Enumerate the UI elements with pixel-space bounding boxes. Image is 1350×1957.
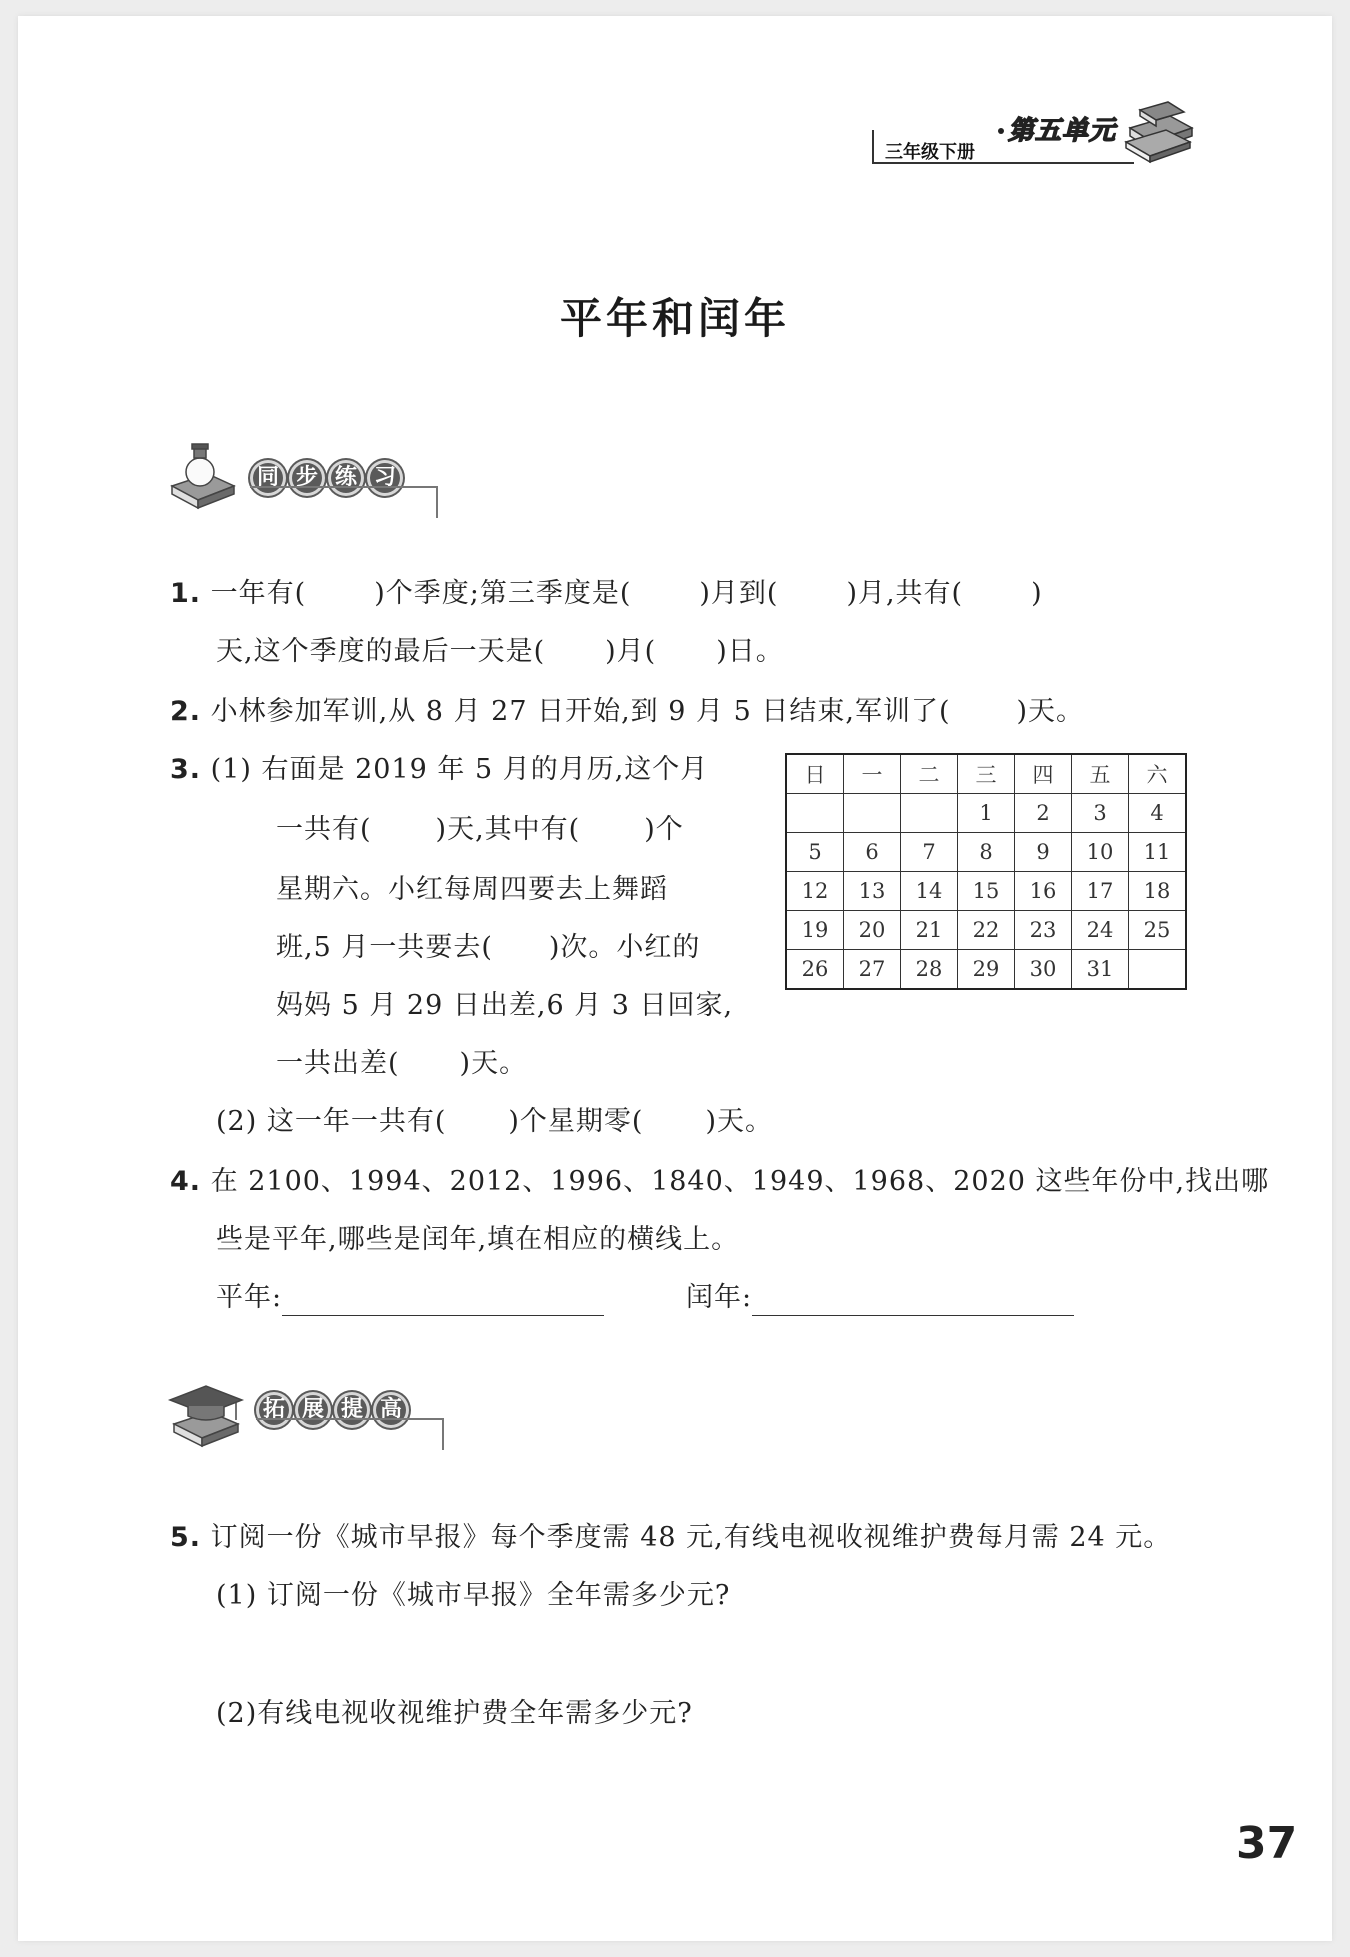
leap-year-label: 闰年:	[686, 1282, 753, 1313]
calendar-day-cell: 30	[1015, 950, 1072, 990]
badge-char: 练	[328, 460, 364, 496]
weekday-header: 三	[958, 754, 1015, 794]
common-year-answer-line[interactable]	[282, 1285, 604, 1316]
calendar-day-cell: 27	[844, 950, 901, 990]
q3-text-10: )天。	[459, 1048, 528, 1079]
question-3-line-2	[276, 812, 684, 848]
calendar-day-cell: 4	[1129, 794, 1187, 833]
calendar-day-cell	[844, 794, 901, 833]
calendar-day-cell	[786, 794, 844, 833]
badge-frame	[256, 1418, 444, 1450]
badge-char: 步	[289, 460, 325, 496]
leap-year-answer-line[interactable]	[752, 1285, 1074, 1316]
books-icon	[1120, 98, 1200, 168]
lamp-books-icon	[168, 442, 238, 514]
q3-text-12: )个星期零(	[508, 1106, 644, 1137]
question-3-line-1	[170, 752, 708, 788]
calendar-day-cell: 19	[786, 911, 844, 950]
calendar-header-row	[786, 754, 1186, 794]
calendar-day-cell: 16	[1015, 872, 1072, 911]
unit-title: 第五单元	[1008, 116, 1117, 146]
question-number: 1.	[170, 578, 202, 609]
calendar-week-row	[786, 794, 1186, 833]
grade-label: 三年级下册	[885, 142, 975, 163]
weekday-header: 二	[901, 754, 958, 794]
q3-text-5: 星期六。小红每周四要去上舞蹈	[276, 874, 668, 905]
badge-char: 拓	[256, 1392, 292, 1428]
calendar-day-cell: 17	[1072, 872, 1129, 911]
calendar-day-cell: 22	[958, 911, 1015, 950]
q3-text-2: 一共有(	[276, 814, 372, 845]
q3-text-8: 妈妈 5 月 29 日出差,6 月 3 日回家,	[276, 990, 734, 1021]
q1-text-4: )月,共有(	[846, 578, 964, 609]
q5-text-3: (2)有线电视收视维护费全年需多少元?	[216, 1698, 693, 1729]
q2-text-2: )天。	[1016, 696, 1085, 727]
weekday-header: 五	[1072, 754, 1129, 794]
question-4-line-1	[170, 1164, 1269, 1200]
calendar-day-cell: 14	[901, 872, 958, 911]
question-number: 4.	[170, 1166, 202, 1197]
q1-text-8: )日。	[716, 636, 784, 667]
badge-char: 同	[250, 460, 286, 496]
q4-text-2: 些是平年,哪些是闰年,填在相应的横线上。	[216, 1224, 740, 1255]
q3-text-9: 一共出差(	[276, 1048, 400, 1079]
q3-text-1: 右面是 2019 年 5 月的月历,这个月	[261, 754, 709, 785]
calendar-week-row	[786, 950, 1186, 990]
q1-text-6: 天,这个季度的最后一天是(	[216, 636, 546, 667]
calendar-week-row	[786, 911, 1186, 950]
question-3-line-6	[276, 1046, 527, 1082]
weekday-header: 日	[786, 754, 844, 794]
q3-text-13: )天。	[705, 1106, 773, 1137]
calendar-day-cell: 1	[958, 794, 1015, 833]
calendar-day-cell: 6	[844, 833, 901, 872]
calendar-day-cell: 23	[1015, 911, 1072, 950]
calendar-day-cell: 21	[901, 911, 958, 950]
calendar-day-cell: 29	[958, 950, 1015, 990]
calendar-day-cell: 28	[901, 950, 958, 990]
page-number: 37	[1236, 1818, 1298, 1869]
weekday-header: 四	[1015, 754, 1072, 794]
question-4-answers-leap	[686, 1280, 1074, 1316]
question-3-sub-2	[216, 1104, 773, 1140]
q3-text-6: 班,5 月一共要去(	[276, 932, 493, 963]
badge-char: 高	[373, 1392, 409, 1428]
q2-text-1: 小林参加军训,从 8 月 27 日开始,到 9 月 5 日结束,军训了(	[210, 696, 951, 727]
header-vertical-rule	[872, 130, 874, 164]
calendar-day-cell: 20	[844, 911, 901, 950]
q4-text-1: 在 2100、1994、2012、1996、1840、1949、1968、2020 这些年份中,找出哪	[210, 1166, 1270, 1197]
weekday-header: 一	[844, 754, 901, 794]
question-4-answers	[216, 1280, 604, 1316]
question-5-line-1	[170, 1520, 1171, 1556]
calendar-day-cell: 26	[786, 950, 844, 990]
q5-text-2: (1) 订阅一份《城市早报》全年需多少元?	[216, 1580, 731, 1611]
question-number: 2.	[170, 696, 202, 727]
question-1-line-2	[216, 634, 784, 670]
q3-text-11: (2) 这一年一共有(	[216, 1106, 447, 1137]
calendar-day-cell	[1129, 950, 1187, 990]
calendar-day-cell: 31	[1072, 950, 1129, 990]
calendar-day-cell: 3	[1072, 794, 1129, 833]
badge-char: 习	[367, 460, 403, 496]
header-dot	[998, 128, 1004, 134]
q1-text-7: )月(	[605, 636, 657, 667]
calendar-day-cell: 9	[1015, 833, 1072, 872]
q3-text-7: )次。小红的	[548, 932, 701, 963]
q5-text-1: 订阅一份《城市早报》每个季度需 48 元,有线电视收视维护费每月需 24 元。	[210, 1522, 1172, 1553]
weekday-header: 六	[1129, 754, 1187, 794]
calendar-week-row	[786, 833, 1186, 872]
calendar-day-cell: 24	[1072, 911, 1129, 950]
calendar-day-cell: 13	[844, 872, 901, 911]
q1-text-5: )	[1031, 578, 1043, 609]
calendar-day-cell: 15	[958, 872, 1015, 911]
calendar-day-cell: 5	[786, 833, 844, 872]
q1-text-1: 一年有(	[210, 578, 307, 609]
calendar-day-cell: 11	[1129, 833, 1187, 872]
question-3-line-5	[276, 988, 733, 1024]
calendar-day-cell: 7	[901, 833, 958, 872]
question-3-line-3	[276, 872, 668, 908]
question-number: 3.	[170, 754, 202, 785]
calendar-day-cell: 12	[786, 872, 844, 911]
question-1-line-1	[170, 576, 1043, 612]
calendar-day-cell: 25	[1129, 911, 1187, 950]
calendar-day-cell: 2	[1015, 794, 1072, 833]
question-3-line-4	[276, 930, 700, 966]
may-2019-calendar	[785, 753, 1187, 990]
calendar-week-row	[786, 872, 1186, 911]
question-5-sub-2	[216, 1696, 693, 1732]
page-title: 平年和闰年	[559, 294, 790, 343]
q3-text-4: )个	[644, 814, 684, 845]
calendar-day-cell: 8	[958, 833, 1015, 872]
badge-char: 提	[334, 1392, 370, 1428]
calendar-day-cell: 10	[1072, 833, 1129, 872]
question-number: 5.	[170, 1522, 202, 1553]
graduation-cap-books-icon	[166, 1378, 246, 1450]
q1-text-3: )月到(	[699, 578, 779, 609]
badge-char: 展	[295, 1392, 331, 1428]
q3-sub1-label: (1)	[210, 754, 252, 785]
badge-frame	[250, 486, 438, 518]
question-4-line-2	[216, 1222, 739, 1258]
question-5-sub-1	[216, 1578, 730, 1614]
common-year-label: 平年:	[216, 1282, 283, 1313]
question-2	[170, 694, 1084, 730]
calendar-day-cell: 18	[1129, 872, 1187, 911]
calendar-day-cell	[901, 794, 958, 833]
q1-text-2: )个季度;第三季度是(	[374, 578, 632, 609]
q3-text-3: )天,其中有(	[435, 814, 581, 845]
